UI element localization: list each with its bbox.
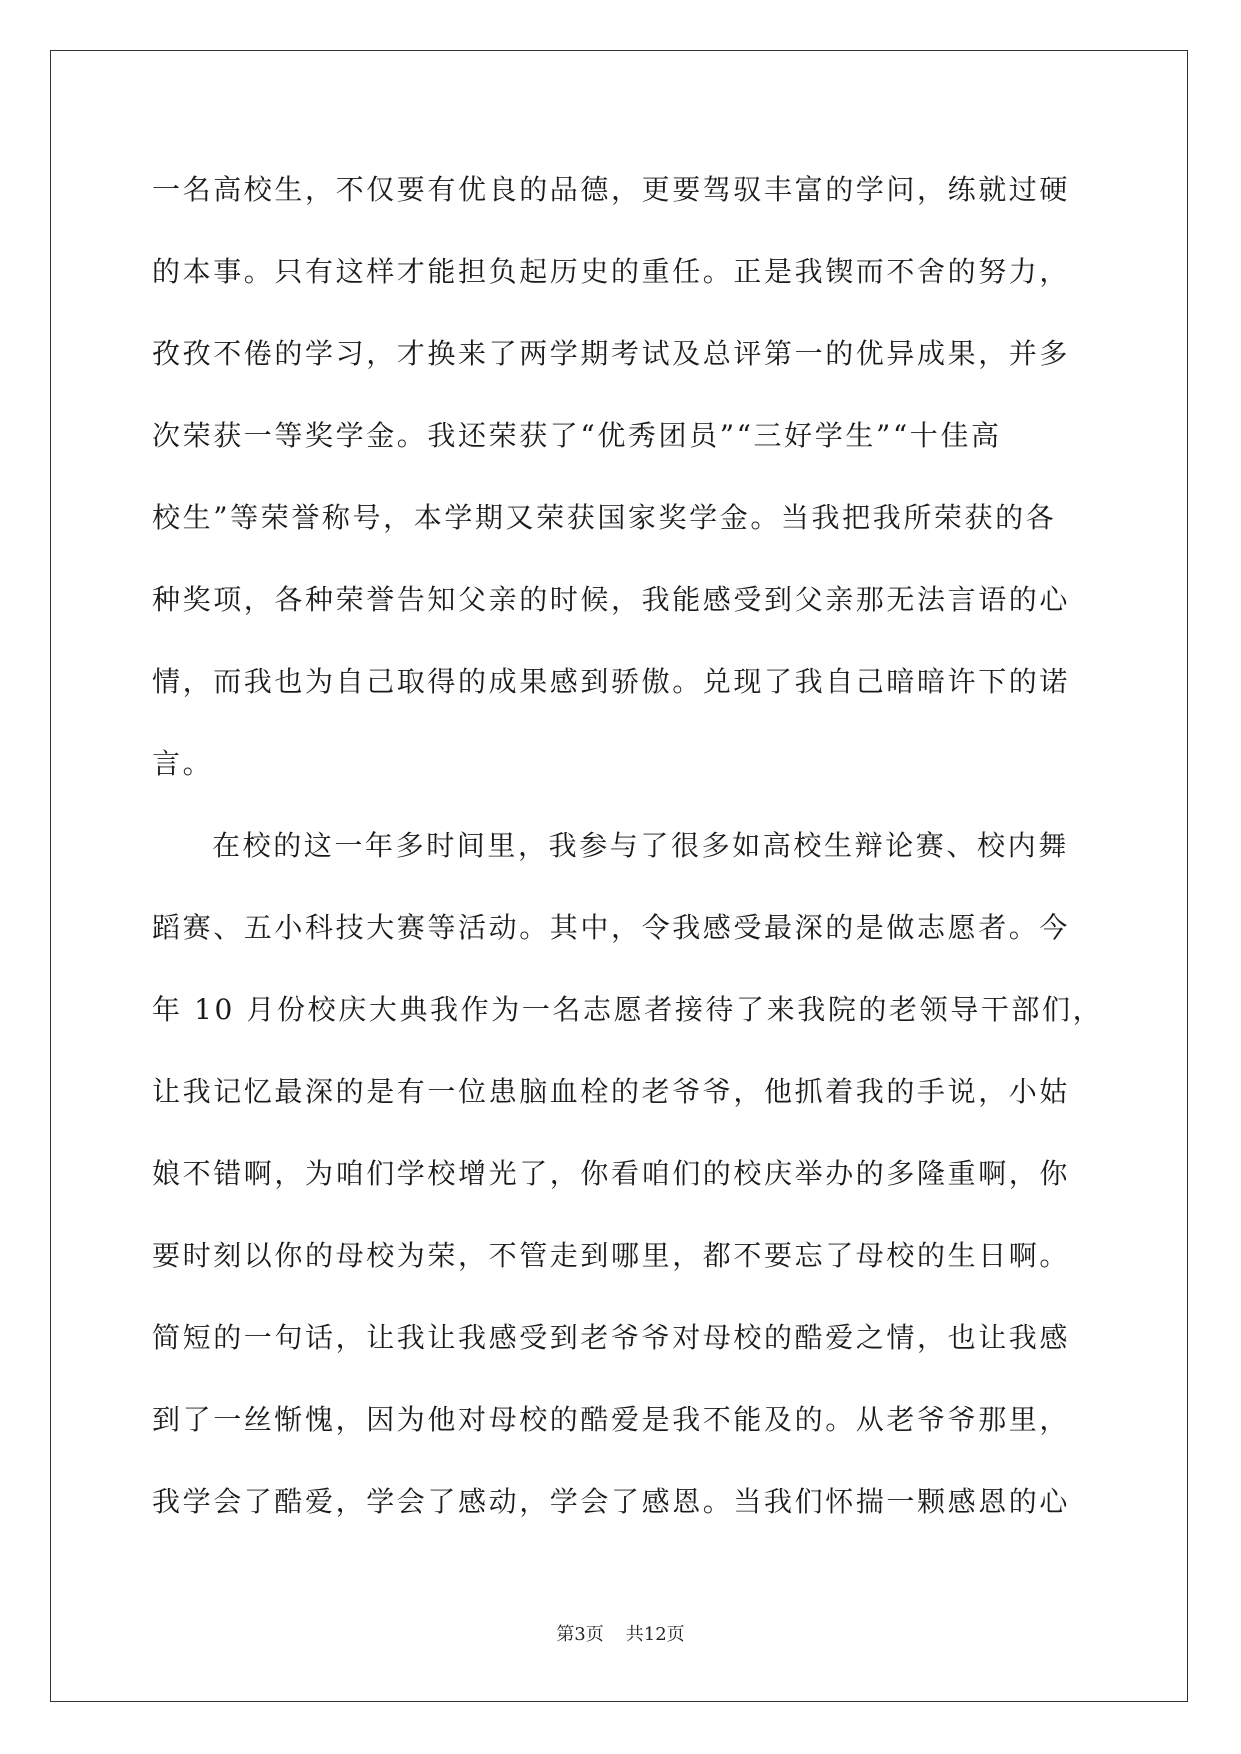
text-line: 孜孜不倦的学习，才换来了两学期考试及总评第一的优异成果，并多: [152, 337, 1071, 370]
text-line: 我学会了酷爱，学会了感动，学会了感恩。当我们怀揣一颗感恩的心: [152, 1485, 1071, 1518]
text-line: 简短的一句话，让我让我感受到老爷爷对母校的酷爱之情，也让我感: [152, 1321, 1071, 1354]
paragraph-start-line: 在校的这一年多时间里，我参与了很多如高校生辩论赛、校内舞: [212, 829, 1069, 862]
page-footer: [0, 1620, 1241, 1646]
page-total: 共12页: [625, 1624, 685, 1645]
body-text: [152, 160, 1104, 1554]
text-line: 娘不错啊，为咱们学校增光了，你看咱们的校庆举办的多隆重啊，你: [152, 1157, 1071, 1190]
text-line: 言。: [152, 747, 214, 780]
text-line: 校生”等荣誉称号，本学期又荣获国家奖学金。当我把我所荣获的各: [152, 501, 1057, 534]
text-line: 到了一丝惭愧，因为他对母校的酷爱是我不能及的。从老爷爷那里，: [152, 1403, 1071, 1436]
text-line: 要时刻以你的母校为荣，不管走到哪里，都不要忘了母校的生日啊。: [152, 1239, 1071, 1272]
text-line: 的本事。只有这样才能担负起历史的重任。正是我锲而不舍的努力，: [152, 255, 1071, 288]
page-number: 第3页: [556, 1624, 604, 1645]
text-line: 情，而我也为自己取得的成果感到骄傲。兑现了我自己暗暗许下的诺: [152, 665, 1071, 698]
text-line: 让我记忆最深的是有一位患脑血栓的老爷爷，他抓着我的手说，小姑: [152, 1075, 1071, 1108]
text-line: 蹈赛、五小科技大赛等活动。其中，令我感受最深的是做志愿者。今: [152, 911, 1071, 944]
text-line: 种奖项，各种荣誉告知父亲的时候，我能感受到父亲那无法言语的心: [152, 583, 1071, 616]
text-line: 年 10 月份校庆大典我作为一名志愿者接待了来我院的老领导干部们，: [152, 993, 1104, 1026]
text-line: 一名高校生，不仅要有优良的品德，更要驾驭丰富的学问，练就过硬: [152, 173, 1071, 206]
text-line: 次荣获一等奖学金。我还荣获了“优秀团员”“三好学生”“十佳高: [152, 419, 1002, 452]
